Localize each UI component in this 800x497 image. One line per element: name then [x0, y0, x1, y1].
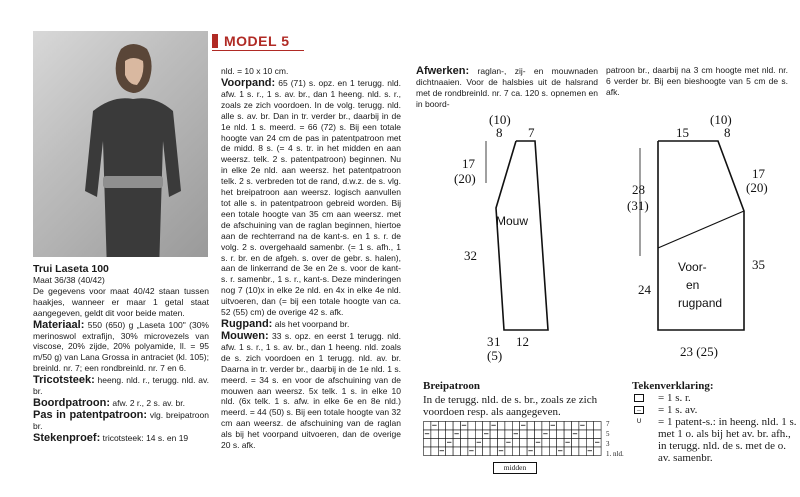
grid-cell: [564, 422, 571, 431]
boord-paragraph: [33, 397, 209, 409]
grid-cell: [549, 447, 556, 456]
pattern-title: Trui Laseta 100: [33, 263, 109, 275]
body-outline: [620, 108, 800, 363]
grid-cell: [475, 430, 482, 439]
grid-cell: [475, 422, 482, 431]
legend-text-1: = 1 s. r.: [658, 392, 691, 404]
grid-cell: [498, 430, 505, 439]
grid-cell: [483, 439, 490, 448]
materiaal-text: 550 (650) g „Laseta 100" (30% merinoswol extrafijn, 30% microvezels van viscose, 20% zijde, 20% polyamide, ll. = 95 m/50 g) van Lana Grossa in antraciet (kl. 105); breinld. nr. 7; een rondbreinld. nr. 7 en 6.: [33, 319, 209, 374]
model-rule: [212, 50, 304, 51]
grid-cell: [527, 447, 534, 456]
left-column: [33, 264, 209, 444]
model-label: MODEL 5: [224, 33, 290, 49]
breipatroon-title: Breipatroon: [423, 380, 481, 392]
grid-cell: [446, 422, 453, 431]
breipatroon-description: In de terugg. nld. de s. br., zoals ze zich voordoen resp. als aangegeven.: [423, 394, 598, 418]
grid-cell: [468, 447, 475, 456]
grid-cell: [572, 439, 579, 448]
grid-cell: [564, 439, 571, 448]
grid-cell: [557, 447, 564, 456]
grid-cell: [586, 447, 593, 456]
model-figure-icon: [73, 41, 193, 257]
legend-text-2: = 1 s. av.: [658, 404, 698, 416]
tricot-paragraph: [33, 374, 209, 397]
body-right-b: (20): [746, 180, 768, 195]
grid-cell: [498, 447, 505, 456]
grid-cell: [438, 422, 445, 431]
midden-label: midden: [493, 462, 537, 474]
grid-cell: [453, 430, 460, 439]
grid-cell: [572, 422, 579, 431]
row-1: 1. nld.: [606, 450, 624, 458]
body-top-c: 8: [724, 125, 731, 140]
sleeve-side-a: 17: [462, 156, 475, 171]
sleeve-top-b: 8: [496, 125, 503, 140]
grid-cell: [586, 439, 593, 448]
legend: [632, 380, 797, 464]
grid-cell: [505, 439, 512, 448]
grid-cell: [431, 422, 438, 431]
body-word-1: Voor-: [678, 260, 707, 274]
grid-cell: [468, 430, 475, 439]
grid-cell: [453, 447, 460, 456]
grid-cell: [424, 447, 431, 456]
body-left-c: 24: [638, 282, 651, 297]
grid-cell: [512, 439, 519, 448]
grid-cell: [535, 422, 542, 431]
voorpand-heading: Voorpand:: [221, 76, 276, 89]
sleeve-word: Mouw: [496, 214, 529, 228]
mouwen-heading: Mouwen:: [221, 329, 269, 342]
sleeve-diagram: [420, 108, 600, 363]
legend-text-3: = 1 patent-s.: in heeng. nld. 1 s. met 1 o. als bij het av. br. afh., in terugg. nld. de s. met de o. av. samenbr.: [658, 416, 797, 464]
middle-column: [221, 66, 401, 451]
materiaal-paragraph: [33, 319, 209, 375]
sleeve-bottom-b: 1: [494, 334, 501, 349]
rugpand-text: als het voorpand br.: [274, 318, 350, 329]
grid-cell: [594, 422, 601, 431]
boord-heading: Boordpatroon:: [33, 397, 110, 410]
row-5: 5: [606, 430, 610, 438]
grid-cell: [498, 439, 505, 448]
grid-cell: [475, 447, 482, 456]
sleeve-outline: [420, 108, 600, 363]
grid-cell: [549, 430, 556, 439]
grid-cell: [535, 447, 542, 456]
sleeve-bottom-a: 3: [487, 334, 494, 349]
body-right-a: 17: [752, 166, 765, 181]
grid-cell: [527, 422, 534, 431]
steken-paragraph: [33, 432, 209, 444]
grid-cell: [527, 430, 534, 439]
grid-cell: [557, 430, 564, 439]
body-top-b: 15: [676, 125, 689, 140]
grid-cell: [527, 439, 534, 448]
grid-cell: [468, 439, 475, 448]
grid-cell: [461, 422, 468, 431]
grid-cell: [498, 422, 505, 431]
pattern-intro: De gegevens voor maat 40/42 staan tussen haakjes, wanneer er maar 1 getal staat aangegeven, geldt dit voor beide maten.: [33, 285, 209, 318]
grid-cell: [557, 439, 564, 448]
sleeve-top-c: 7: [528, 125, 535, 140]
purl-symbol-icon: –: [634, 406, 644, 414]
grid-cell: [446, 439, 453, 448]
grid-cell: [520, 422, 527, 431]
grid-cell: [564, 447, 571, 456]
body-top-a: (10): [710, 112, 732, 127]
grid-cell: [586, 430, 593, 439]
grid-cell: [512, 447, 519, 456]
grid-cell: [483, 447, 490, 456]
grid-cell: [520, 439, 527, 448]
legend-row-1: [632, 392, 797, 404]
sleeve-bottom-c: (5): [487, 348, 503, 363]
tricot-text: heeng. nld. r., terugg. nld. av. br.: [33, 375, 209, 397]
sleeve-top-a: (10): [489, 112, 511, 127]
grid-cell: [542, 439, 549, 448]
grid-cell: [461, 447, 468, 456]
model-heading: [212, 31, 304, 51]
body-bottom: 23 (25): [680, 344, 718, 359]
materiaal-heading: Materiaal:: [33, 318, 85, 331]
grid-cell: [431, 447, 438, 456]
sleeve-length: 32: [464, 248, 477, 263]
breipatroon-grid: [423, 421, 603, 459]
grid-cell: [520, 447, 527, 456]
sleeve-side-b: (20): [454, 171, 476, 186]
grid-cell: [549, 439, 556, 448]
afwerken-text-a: raglan-, zij- en mouwnaden dichtnaaien. Voor de halsbies uit de halsrand met de rondbreinld. nr. 7 ca. 120 s. opnemen en in boord-: [416, 66, 598, 109]
grid-cell: [505, 422, 512, 431]
grid-cell: [579, 422, 586, 431]
grid-cell: [446, 430, 453, 439]
body-word-2: en: [686, 278, 700, 292]
grid-cell: [461, 430, 468, 439]
tricot-heading: Tricotsteek:: [33, 374, 95, 387]
grid-cell: [461, 439, 468, 448]
grid-cell: [535, 430, 542, 439]
afwerken-right: patroon br., daarbij na 3 cm hoogte met nld. nr. 6 verder br. Bij een bieshoogte van 5 cm de s. afk.: [606, 65, 788, 97]
grid-cell: [453, 422, 460, 431]
grid-cell: [542, 430, 549, 439]
grid-cell: [446, 447, 453, 456]
grid-cell: [490, 422, 497, 431]
steken-heading: Stekenproef:: [33, 431, 101, 444]
pas-paragraph: [33, 409, 209, 432]
grid-cell: [438, 430, 445, 439]
grid-cell: [542, 447, 549, 456]
grid-cell: [468, 422, 475, 431]
pas-heading: Pas in patentpatroon:: [33, 409, 148, 422]
grid-cell: [438, 439, 445, 448]
patent-symbol-icon: ∪: [636, 416, 642, 425]
grid-cell: [483, 422, 490, 431]
grid-cell: [438, 447, 445, 456]
grid-cell: [483, 430, 490, 439]
legend-title: Tekenverklaring:: [632, 380, 714, 392]
body-left-b: (31): [627, 198, 649, 213]
row-3: 3: [606, 440, 610, 448]
grid-cell: [490, 439, 497, 448]
afwerken-left: [416, 65, 598, 110]
knit-symbol-icon: [634, 394, 644, 402]
grid-cell: [586, 422, 593, 431]
gauge-end: nld. = 10 x 10 cm.: [221, 66, 289, 76]
grid-cell: [535, 439, 542, 448]
voorpand-text: 65 (71) s. opz. en 1 terugg. nld. afw. 1 s. r., 1 s. av. br., dan 1 heeng. nld. s. r., zoals ze zich voordoen. In de volg. terugg. nld. alle s. av. br. Dan in tr. verder br., daarbij in de 1e nld. 1 s. meerd. = 66 (72) s. Bij een totale hoogte van 24 cm de pas in patentpatroon met de midd. 8 s. (= 4 s. tr. in het midden en aan weersz. telk. 2 s. patentpatroon) beginnen. Nu in elke 2e nld. aan weersz. het patentpatroon telk. 2 s. verbreden tot de rand, d.w.z. de s. vlg. het breipatroon aan weersz. logisch aanvullen tot alle s. in patentpatroon gebreid worden. Bij een totale hoogte van 35 cm aan weersz. met de afschuining van de raglan beginnen, hiertoe aan de rechterrand na de kant-s. en 1 s. r. de volg. 2 s. overgehaald samenbr. (= 1 s. afh., 1 s. r. br. en de afgeh. s. over de gebr. s. halen), aan de linkerrand de 3e en 2e s. voor de kant-s. r. samenbr., 1 s. r., kant-s. Deze minderingen nog 7 (10)x in elke 2e nld. en 4x in elke 4e nld. uitvoeren, dan (= bij een totale hoogte van ca. 52 (55) cm) de overige 42 s. afk.: [221, 77, 401, 318]
boord-text: afw. 2 r., 2 s. av. br.: [112, 398, 185, 409]
grid-cell: [564, 430, 571, 439]
model-photo: [33, 31, 208, 257]
grid-cell: [572, 430, 579, 439]
mouwen-paragraph: [221, 330, 401, 451]
grid-cell: [424, 439, 431, 448]
row-7: 7: [606, 420, 610, 428]
grid-cell: [579, 430, 586, 439]
grid-cell: [505, 430, 512, 439]
grid-cell: [512, 422, 519, 431]
pas-text: vlg. breipatroon br.: [33, 410, 209, 432]
grid-cell: [579, 439, 586, 448]
grid-cell: [572, 447, 579, 456]
grid-cell: [579, 447, 586, 456]
body-right-c: 35: [752, 257, 765, 272]
grid-cell: [490, 430, 497, 439]
grid-cell: [594, 447, 601, 456]
body-word-3: rugpand: [678, 296, 723, 310]
rugpand-paragraph: [221, 318, 401, 330]
grid-cell: [424, 430, 431, 439]
grid-row-numbers: [606, 421, 624, 459]
grid-cell: [557, 422, 564, 431]
steken-text: tricotsteek: 14 s. en 19: [102, 432, 189, 443]
mouwen-text: 33 s. opz. en eerst 1 terugg. nld. afw. 1 s. r., 1 s. av. br., dan 1 heeng. nld. zoals de s. zich voordoen en 1 terugg. nld. av. br. Daarna in tr. verder br., daarbij in de 1e nld. 1 s. meerd. = 34 s. en voor de afschuining van de mouwen aan weersz. 5x telk. 1 s. in elke 10 nld. (6x telk. 1 s. afw. in elke 6e en 8e nld.) meerd. = 44 (50) s. Bij een totale hoogte van 32 cm aan weersz. de afschuining van de raglan als bij het voorpand uitvoeren, dan de overige 20 s. afk.: [221, 330, 401, 451]
grid-cell: [475, 439, 482, 448]
voorpand-paragraph: [221, 77, 401, 318]
afwerken-heading: Afwerken:: [416, 65, 470, 77]
body-left-a: 28: [632, 182, 645, 197]
grid-cell: [512, 430, 519, 439]
grid-cell: [505, 447, 512, 456]
grid-cell: [431, 439, 438, 448]
grid-cell: [520, 430, 527, 439]
legend-row-2: [632, 404, 797, 416]
legend-row-3: [632, 416, 797, 464]
pattern-size: Maat 36/38 (40/42): [33, 274, 105, 285]
sleeve-bottom-d: 12: [516, 334, 529, 349]
grid-cell: [542, 422, 549, 431]
grid-cell: [431, 430, 438, 439]
body-diagram: [620, 108, 800, 363]
accent-mark: [212, 34, 218, 48]
grid-cell: [549, 422, 556, 431]
grid-cell: [490, 447, 497, 456]
grid-cell: [594, 439, 601, 448]
grid-cell: [594, 430, 601, 439]
grid-cell: [453, 439, 460, 448]
grid-cell: [424, 422, 431, 431]
rugpand-heading: Rugpand:: [221, 317, 273, 330]
